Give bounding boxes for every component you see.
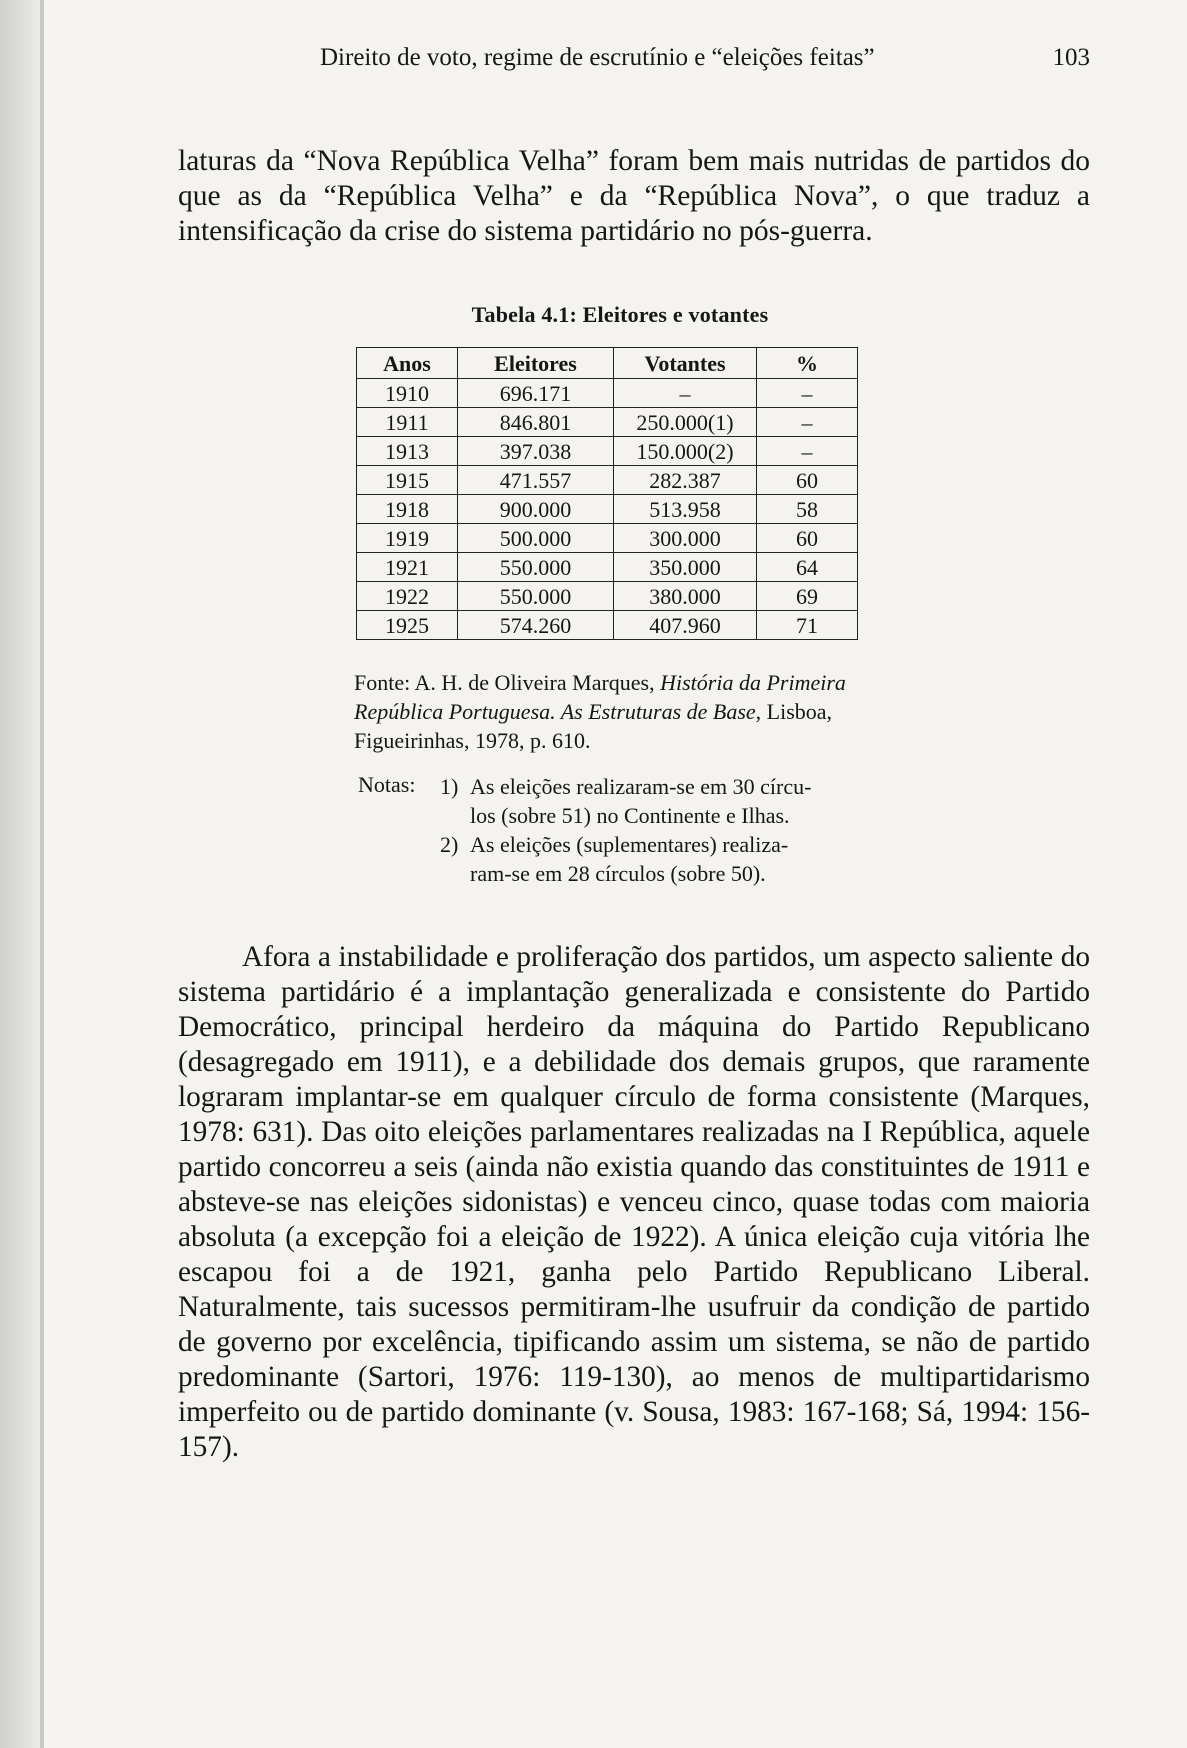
cell-year: 1918 [357, 495, 458, 524]
cell-percent: 64 [757, 553, 858, 582]
cell-percent: 60 [757, 466, 858, 495]
cell-percent: – [757, 437, 858, 466]
column-header-percent: % [757, 348, 858, 379]
book-spine-edge [40, 0, 44, 1748]
cell-electors: 471.557 [458, 466, 614, 495]
paragraph-main: Afora a instabilidade e proliferação dos partidos, um aspecto saliente do sistema partidário é a implantação generalizada e consistente do Partido Democrático, principal herdeiro da máquina do Partido Republicano (desagregado em 1911), e a debilidade dos demais grupos, que raramente lograram implantar-se em qualquer círculo de forma consistente (Marques, 1978: 631). Das oito eleições parlamentares realizadas na I República, aquele partido concorreu a seis (ainda não existia quando das constituintes de 1911 e absteve-se nas eleições sidonistas) e venceu cinco, quase todas com maioria absoluta (a excepção foi a eleição de 1922). A única eleição cuja vitória lhe escapou foi a de 1921, ganha pelo Partido Republicano Liberal. Naturalmente, tais sucessos permitiram-lhe usufruir da condição de partido de governo por excelência, tipificando assim um sistema, se não de partido predominante (Sartori, 1976: 119-130), ao menos de multipartidarismo imperfeito ou de partido dominante (v. Sousa, 1983: 167-168; Sá, 1994: 156-157). [178, 941, 1090, 1463]
cell-year: 1921 [357, 553, 458, 582]
cell-percent: 58 [757, 495, 858, 524]
table-row [357, 437, 858, 466]
table-row [357, 553, 858, 582]
cell-voters: 250.000(1) [614, 408, 757, 437]
note-text-line: los (sobre 51) no Continente e Ilhas. [470, 803, 790, 828]
column-header-voters: Votantes [614, 348, 757, 379]
cell-voters: 407.960 [614, 611, 757, 640]
cell-electors: 900.000 [458, 495, 614, 524]
cell-electors: 550.000 [458, 553, 614, 582]
cell-electors: 500.000 [458, 524, 614, 553]
note-text-line: ram-se em 28 círculos (sobre 50). [470, 861, 766, 886]
source-suffix: , Lisboa, Figueirinhas, 1978, p. 610. [354, 699, 833, 753]
cell-electors: 574.260 [458, 611, 614, 640]
cell-year: 1925 [357, 611, 458, 640]
note-item [440, 772, 811, 830]
table-row [357, 495, 858, 524]
table-row [357, 611, 858, 640]
note-item [440, 830, 788, 888]
cell-percent: 69 [757, 582, 858, 611]
note-text-line: As eleições (suplementares) realiza- [470, 832, 789, 857]
note-number: 1) [440, 774, 459, 799]
running-header-title: Direito de voto, regime de escrutínio e “eleições feitas” [320, 44, 875, 71]
cell-year: 1922 [357, 582, 458, 611]
source-book-title: História da Primeira República Portuguesa. As Estruturas de Base [354, 670, 846, 724]
cell-year: 1915 [357, 466, 458, 495]
cell-electors: 550.000 [458, 582, 614, 611]
cell-percent: – [757, 408, 858, 437]
table-row [357, 524, 858, 553]
source-prefix: Fonte: A. H. de Oliveira Marques, [354, 670, 661, 695]
cell-percent: – [757, 379, 858, 408]
table-row [357, 466, 858, 495]
cell-percent: 60 [757, 524, 858, 553]
electors-voters-table [356, 347, 858, 640]
book-spine-shadow [0, 0, 40, 1748]
page-number: 103 [1052, 44, 1090, 71]
cell-year: 1913 [357, 437, 458, 466]
running-header [320, 44, 1090, 84]
cell-electors: 696.171 [458, 379, 614, 408]
cell-voters: 150.000(2) [614, 437, 757, 466]
note-number: 2) [440, 832, 459, 857]
table-header-row [357, 348, 858, 379]
column-header-electors: Eleitores [458, 348, 614, 379]
note-text-line: As eleições realizaram-se em 30 círcu- [470, 774, 812, 799]
cell-year: 1911 [357, 408, 458, 437]
table-row [357, 408, 858, 437]
cell-voters: 350.000 [614, 553, 757, 582]
cell-electors: 397.038 [458, 437, 614, 466]
cell-percent: 71 [757, 611, 858, 640]
cell-voters: 300.000 [614, 524, 757, 553]
table-source [354, 668, 874, 755]
cell-voters: 380.000 [614, 582, 757, 611]
cell-year: 1910 [357, 379, 458, 408]
notes-label: Notas: [358, 772, 416, 797]
cell-voters: 282.387 [614, 466, 757, 495]
paragraph-intro: laturas da “Nova República Velha” foram bem mais nutridas de partidos do que as da “República Velha” e da “República Nova”, o que traduz a intensificação da crise do sistema partidário no pós-guerra. [178, 145, 1090, 247]
column-header-years: Anos [357, 348, 458, 379]
table-row [357, 582, 858, 611]
table-title: Tabela 4.1: Eleitores e votantes [471, 302, 769, 327]
cell-voters: – [614, 379, 757, 408]
cell-electors: 846.801 [458, 408, 614, 437]
table-row [357, 379, 858, 408]
cell-year: 1919 [357, 524, 458, 553]
cell-voters: 513.958 [614, 495, 757, 524]
